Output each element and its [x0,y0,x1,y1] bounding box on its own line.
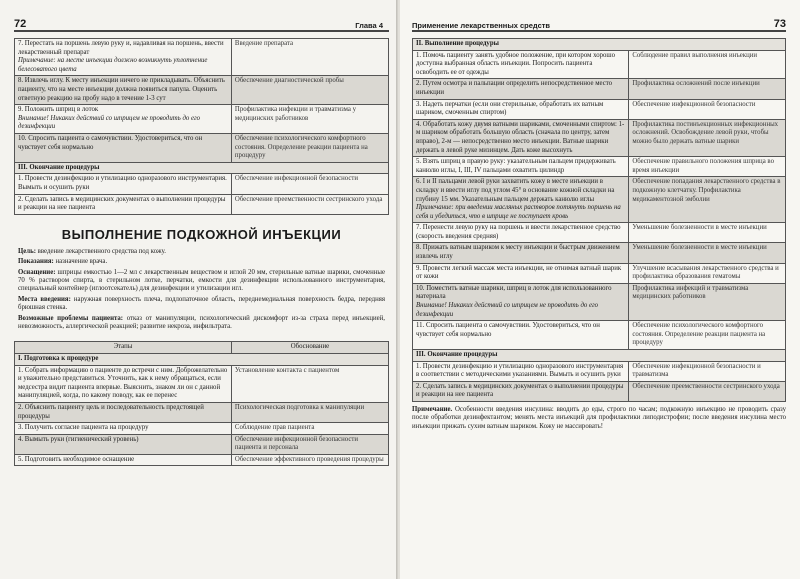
paragraph-label: Оснащение: [18,268,56,276]
section-exec-label-row [413,39,786,51]
step-cell [413,381,629,401]
subcutaneous-injection-table [14,341,389,466]
section-end-label-right-row [413,350,786,362]
paragraph-text: наружная поверхность плеча, подлопаточное область, переднемедиальная поверхность бедра, передняя брюшная стенка. [18,295,385,312]
step-cell [413,157,629,177]
step-cell [413,99,629,119]
step-text: 3. Надеть перчатки (если они стерильные, обработать их ватным шариком, смоченным спиртом) [416,100,604,117]
step-text: 10. Поместить ватные шарики, шприц в лоток для использованного материала [416,284,612,301]
rationale-cell: Обеспечение преемственности сестринского ухода [629,381,786,401]
paragraph-label: Места введения: [18,295,71,303]
rationale-cell: Обеспечение попадания лекарственного средства в подкожную клетчатку. Профилактика медикаментозной эмболии [629,177,786,223]
rationale-cell: Обеспечение инфекционной безопасности пациента и персонала [231,434,388,454]
step-cell [413,361,629,381]
step-cell [413,79,629,99]
chapter-label: Глава 4 [355,21,383,30]
intro-paragraphs [14,248,389,332]
paragraph-text: шприцы емкостью 1—2 мл с лекарственным веществом и иглой 20 мм, стерильные ватные шарики, смоченные 70 % раствором спирта, в стерильном лотке, перчатки, емкости для дезинфекции использованного инструментария, специальный контейнер (иглоотсекатель) для дезинфекции и утилизации игл. [18,268,385,293]
rationale-cell: Уменьшение болезненности в месте инъекции [629,243,786,263]
step-cell [413,283,629,320]
rationale-cell: Профилактика постинъекционных инфекционных осложнений. Освобождение левой руки, чтобы можно было держать ватные шарики [629,119,786,156]
table-row [413,223,786,243]
intro-paragraph [18,269,385,294]
step-cell [15,133,232,162]
section-prep-label-row [15,353,389,365]
step-cell [15,402,232,422]
rationale-cell: Профилактика инфекции и травматизма у медицинских работников [231,105,388,134]
section-end-label-right: III. Окончание процедуры [413,350,786,362]
table-row [413,263,786,283]
intro-paragraph [18,248,385,256]
rationale-cell: Уменьшение болезненности в месте инъекции [629,223,786,243]
running-header: Применение лекарственных средств [412,21,551,30]
table-row [413,283,786,320]
footnote-text: Особенности введения инсулина: вводить до еды, строго по часам; подкожную инъекцию не проводить сразу после обработки дезинфектантом; менять места инъекций для профилактики липодистрофии; после введения инсулина место инъекции прижать сухим ватным шариком. Кожу не массировать! [412,405,786,430]
step-cell [15,423,232,435]
step-text: 1. Провести дезинфекцию и утилизацию одноразового инструментария в соответствии с методическими указаниями. Вымыть и осушить руки [416,362,624,379]
intro-paragraph [18,315,385,332]
step-text: 1. Помочь пациенту занять удобное положение, при котором хорошо доступна выбранная область инъекции. Попросить пациента освободить ее от одежды [416,51,616,76]
step-note: Примечание: на месте инъекции должно возникнуть уплотнение белесоватого цвета [18,57,208,73]
step-cell [413,50,629,79]
table-row [15,76,389,105]
paragraph-text: введение лекарственного средства под кожу. [35,247,166,255]
paragraph-text: назначение врача. [53,258,108,266]
table-row [15,39,389,76]
step-text: 10. Спросить пациента о самочувствии. Удостовериться, что он чувствует себя нормально [18,134,203,151]
rationale-cell: Обеспечение инфекционной безопасности и травматизма [629,361,786,381]
step-cell [15,454,232,466]
step-cell [15,174,232,194]
right-page [400,0,800,579]
left-page [0,0,397,579]
step-cell [413,263,629,283]
rationale-cell: Введение препарата [231,39,388,76]
step-text: 5. Подготовить необходимое оснащение [18,455,135,463]
rationale-cell: Установление контакта с пациентом [231,365,388,402]
step-text: 7. Перестать на поршень левую руку и, надавливая на поршень, ввести лекарственный препарат [18,40,224,56]
table-row [413,243,786,263]
section-exec-label: II. Выполнение процедуры [413,39,786,51]
table-row [15,105,389,134]
step-text: 7. Перенести левую руку на поршень и ввести лекарственное средство (скорость введения средняя) [416,224,621,240]
table-row [15,174,389,194]
rationale-cell: Профилактика осложнений после инъекции [629,79,786,99]
table-row [15,454,389,466]
page-number-left: 72 [14,18,27,30]
rationale-cell: Обеспечение психологического комфортного состояния. Определение реакции пациента на процедуру [629,321,786,350]
rationale-cell: Обеспечение правильного положения шприца во время инъекции [629,157,786,177]
rationale-cell: Обеспечение диагностической пробы [231,76,388,105]
step-cell [15,105,232,134]
step-text: 3. Получить согласие пациента на процедуру [18,424,149,432]
step-cell [15,365,232,402]
rationale-cell: Психологическая подготовка к манипуляции [231,402,388,422]
table-row [413,50,786,79]
step-text: 9. Положить шприц в лоток [18,106,99,114]
step-text: 4. Обработать кожу двумя ватными шариками, смоченными спиртом: 1-м шариком обработать большую область (сначала по центру, затем вправо), 2-м — непосредственно место инъекции. Ватные шарики держать в левой руке мизинцем. Дать коже высохнуть [416,120,625,154]
table-row [15,365,389,402]
paragraph-label: Возможные проблемы пациента: [18,314,124,322]
intro-paragraph [18,258,385,266]
step-text: 2. Объяснить пациенту цель и последовательность предстоящей процедуры [18,403,204,420]
step-text: 2. Сделать запись в медицинских документах о выполнении процедуры и реакции на нее пациента [416,382,624,399]
table-row [15,402,389,422]
step-cell [15,39,232,76]
table-row [15,133,389,162]
step-cell [413,177,629,223]
step-text: 6. I и II пальцами левой руки захватить кожу в месте инъекции в складку и ввести иглу под углом 45° в основание кожной складки на глубину 15 мм. Указательным пальцем держать канюлю иглы [416,178,615,203]
intro-paragraph [18,296,385,313]
procedure-execution-table [412,38,786,402]
step-text: 1. Собрать информацию о пациенте до встречи с ним. Доброжелательно и уважительно представиться. Уточнить, как к нему обращаться, если медсестра видит пациента впервые. Выяснить, знаком ли он с данной манипуляцией, когда, по какому поводу, как ее перенес [18,366,228,400]
table-row [413,119,786,156]
rationale-cell: Улучшение всасывания лекарственного средства и профилактика образования гематомы [629,263,786,283]
left-page-header [14,8,389,32]
table-row [15,434,389,454]
step-text: 4. Вымыть руки (гигиенический уровень) [18,435,139,443]
step-text: 8. Извлечь иглу. К месту инъекции ничего не прикладывать. Объяснить пациенту, что на месте инъекции должна появиться папула. Оценить ответную реакцию на пробу надо в течение 1-3 сут [18,77,225,102]
table-row [413,157,786,177]
section-title: ВЫПОЛНЕНИЕ ПОДКОЖНОЙ ИНЪЕКЦИИ [61,226,342,242]
table-row [413,321,786,350]
step-text: 1. Провести дезинфекцию и утилизацию одноразового инструментария. Вымыть и осушить руки [18,175,227,191]
section-end-label: III. Окончание процедуры [15,162,389,174]
step-cell [413,321,629,350]
rationale-cell: Соблюдение правил выполнения инъекции [629,50,786,79]
rationale-cell: Соблюдение прав пациента [231,423,388,435]
step-text: 2. Сделать запись в медицинских документах о выполнении процедуры и реакции на нее пациента [18,195,226,212]
step-cell [413,119,629,156]
step-text: 2. Путем осмотра и пальпации определить непосредственное место инъекции [416,80,612,96]
step-cell [15,76,232,105]
step-cell [15,194,232,214]
footnote-label: Примечание. [412,405,453,413]
step-note: Внимание! Никаких действий со шприцем не проводить до его дезинфекции [18,114,201,131]
table-row [15,194,389,214]
rationale-cell: Обеспечение инфекционной безопасности [629,99,786,119]
step-cell [413,243,629,263]
step-note: Примечание: при введении масляных растворов потянуть поршень на себя и убедиться, что в шприце не поступает кровь [416,204,621,220]
table-row [413,99,786,119]
table-row [15,423,389,435]
right-page-header [412,8,786,32]
rationale-cell: Обеспечение инфекционной безопасности [231,174,388,194]
rationale-cell: Обеспечение психологического комфортного состояния. Определение реакции пациента на процедуру [231,133,388,162]
section-prep-label: I. Подготовка к процедуре [15,353,389,365]
rationale-cell: Обеспечение преемственности сестринского ухода [231,194,388,214]
step-cell [15,434,232,454]
paragraph-label: Цель: [18,247,36,255]
step-text: 8. Прижать ватным шариком к месту инъекции и быстрым движением извлечь иглу [416,244,620,261]
step-cell [413,223,629,243]
step-note: Внимание! Никаких действий со шприцем не проводить до его дезинфекции [416,302,599,318]
table-row [413,177,786,223]
rationale-cell: Обеспечение эффективного проведения процедуры [231,454,388,466]
step-text: 9. Провести легкий массаж места инъекции, не отнимая ватный шарик от кожи [416,264,622,281]
page-number-right: 73 [773,18,786,30]
table-row [413,381,786,401]
rationale-cell: Профилактика инфекций и травматизма медицинских работников [629,283,786,320]
section-end-label-row [15,162,389,174]
column-header-rationale: Обоснование [231,342,388,354]
procedure-table-continued [14,38,389,215]
table-row [413,361,786,381]
paragraph-label: Показания: [18,258,54,266]
table-row [413,79,786,99]
step-text: 5. Взять шприц в правую руку: указательным пальцем придерживать канюлю иглы, I, III, IV пальцами охватить цилиндр [416,158,616,174]
paragraph-text: отказ от манипуляции, психологический дискомфорт из-за страха перед инъекцией, невозможность, аллергической реакцией; развитие некроза, инфильтрата. [18,314,385,330]
insulin-note [412,406,786,431]
column-header-steps: Этапы [15,342,232,354]
step-text: 11. Спросить пациента о самочувствии. Удостовериться, что он чувствует себя нормально [416,322,600,338]
